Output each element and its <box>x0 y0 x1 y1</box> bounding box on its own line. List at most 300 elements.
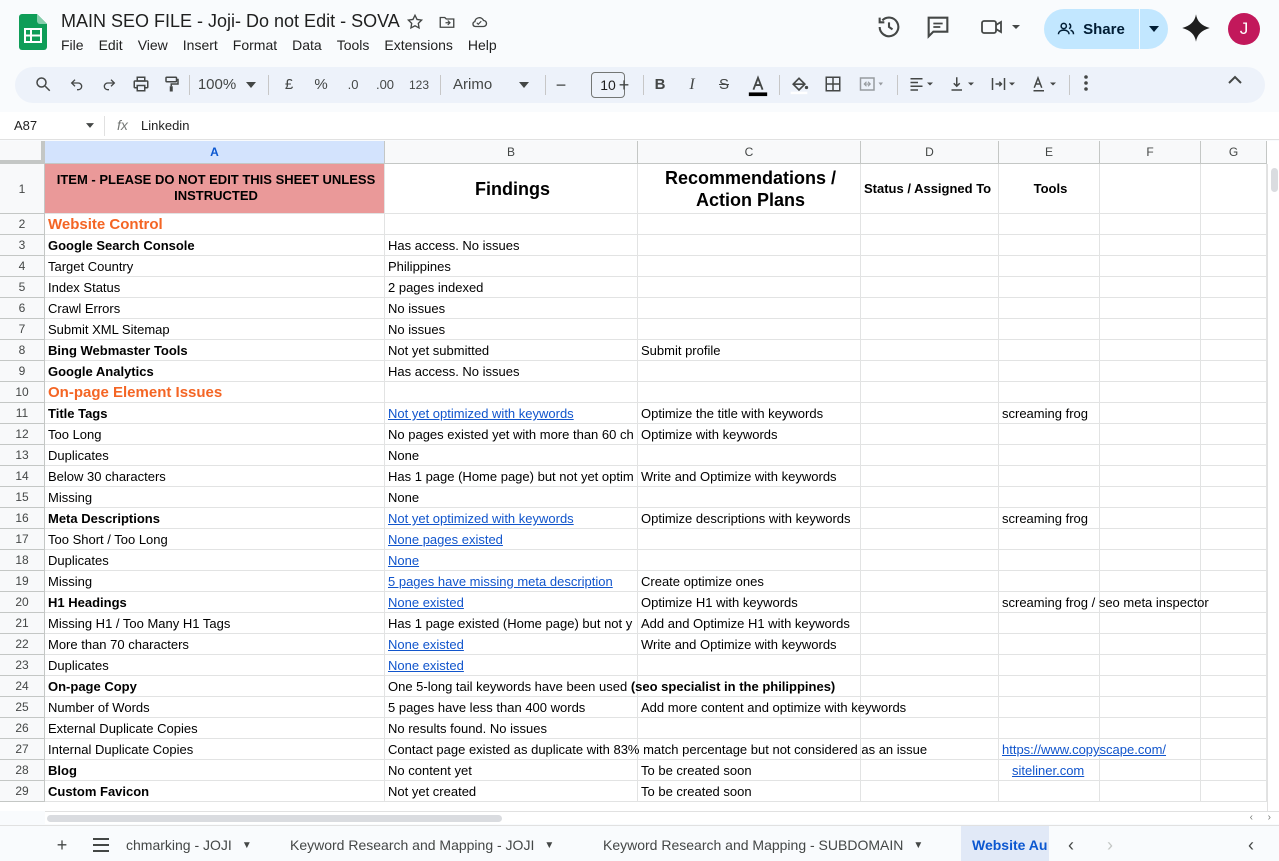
item-cell[interactable] <box>45 613 385 634</box>
findings-cell[interactable] <box>385 676 836 697</box>
row-header[interactable]: 15 <box>0 487 45 508</box>
column-header-c[interactable]: C <box>638 141 861 164</box>
empty-cell[interactable] <box>1201 235 1267 256</box>
empty-cell[interactable] <box>1201 718 1267 739</box>
recommendation-cell[interactable] <box>638 445 861 466</box>
status-cell[interactable] <box>861 382 999 403</box>
row-header[interactable]: 1 <box>0 164 45 214</box>
undo-icon[interactable] <box>65 74 89 96</box>
currency-format-button[interactable]: £ <box>284 76 294 93</box>
document-title[interactable]: MAIN SEO FILE - Joji- Do not Edit - SOVA <box>61 11 400 31</box>
recommendation-cell[interactable] <box>638 256 861 277</box>
redo-icon[interactable] <box>97 74 121 96</box>
empty-cell[interactable] <box>1100 214 1201 235</box>
column-header-g[interactable]: G <box>1201 141 1267 164</box>
tools-cell[interactable] <box>999 235 1100 256</box>
empty-cell[interactable] <box>1100 760 1201 781</box>
status-cell[interactable] <box>861 466 999 487</box>
all-sheets-icon[interactable] <box>91 835 111 855</box>
findings-cell[interactable] <box>385 319 638 340</box>
findings-cell[interactable] <box>385 256 638 277</box>
merge-cells-icon[interactable] <box>853 74 889 96</box>
empty-cell[interactable] <box>1201 529 1267 550</box>
empty-cell[interactable] <box>1201 466 1267 487</box>
empty-cell[interactable] <box>1100 655 1201 676</box>
recommendation-cell[interactable] <box>638 487 861 508</box>
tools-cell[interactable] <box>999 760 1100 781</box>
tools-cell[interactable] <box>999 256 1100 277</box>
recommendation-cell[interactable] <box>638 655 861 676</box>
item-cell[interactable] <box>45 697 385 718</box>
findings-cell[interactable] <box>385 634 638 655</box>
empty-cell[interactable] <box>1100 403 1201 424</box>
column-header-e[interactable]: E <box>999 141 1100 164</box>
menu-data[interactable]: Data <box>292 37 322 53</box>
item-cell[interactable] <box>45 676 385 697</box>
recommendation-cell[interactable] <box>638 781 861 802</box>
empty-cell[interactable] <box>1201 277 1267 298</box>
status-cell[interactable] <box>861 529 999 550</box>
row-header[interactable]: 3 <box>0 235 45 256</box>
row-header[interactable]: 23 <box>0 655 45 676</box>
tools-cell[interactable] <box>999 592 1209 613</box>
gemini-spark-icon[interactable] <box>1181 13 1211 43</box>
tab-caret-icon[interactable]: ▼ <box>241 840 252 852</box>
percent-format-button[interactable]: % <box>314 76 328 93</box>
status-cell[interactable] <box>861 361 999 382</box>
tools-cell[interactable] <box>999 445 1100 466</box>
tools-cell[interactable] <box>999 361 1100 382</box>
empty-cell[interactable] <box>1100 319 1201 340</box>
item-cell[interactable] <box>45 760 385 781</box>
text-wrapping-icon[interactable] <box>985 74 1021 96</box>
menu-tools[interactable]: Tools <box>336 37 370 53</box>
empty-cell[interactable] <box>1201 424 1267 445</box>
row-header[interactable]: 19 <box>0 571 45 592</box>
column-header-a[interactable]: A <box>45 141 385 164</box>
empty-cell[interactable] <box>1201 781 1267 802</box>
findings-cell[interactable] <box>385 403 638 424</box>
findings-cell[interactable] <box>385 277 638 298</box>
sheet-tab[interactable] <box>290 826 590 861</box>
tools-cell[interactable] <box>999 319 1100 340</box>
recommendation-cell[interactable] <box>638 529 861 550</box>
empty-cell[interactable] <box>1201 676 1267 697</box>
formula-input[interactable]: Linkedin <box>141 118 190 133</box>
empty-cell[interactable] <box>1201 445 1267 466</box>
row-header[interactable]: 22 <box>0 634 45 655</box>
menu-edit[interactable]: Edit <box>98 37 123 53</box>
empty-cell[interactable] <box>1201 487 1267 508</box>
findings-cell[interactable] <box>385 529 638 550</box>
share-dropdown-button[interactable] <box>1140 9 1168 49</box>
fill-color-icon[interactable] <box>787 74 811 96</box>
scroll-tabs-right-icon[interactable]: › <box>1107 835 1113 855</box>
font-family-select[interactable]: Arimo <box>453 76 493 93</box>
empty-cell[interactable] <box>1100 676 1201 697</box>
status-cell[interactable] <box>861 214 999 235</box>
row-header[interactable]: 21 <box>0 613 45 634</box>
status-cell[interactable] <box>861 676 999 697</box>
recommendation-cell[interactable] <box>638 298 861 319</box>
borders-icon[interactable] <box>821 74 845 96</box>
sheet-tab[interactable] <box>603 826 953 861</box>
empty-cell[interactable] <box>1201 592 1267 613</box>
empty-cell[interactable] <box>1201 634 1267 655</box>
status-cell[interactable] <box>861 760 999 781</box>
row-header[interactable]: 6 <box>0 298 45 319</box>
move-folder-icon[interactable] <box>437 13 457 33</box>
empty-cell[interactable] <box>1100 571 1201 592</box>
meet-video-icon[interactable] <box>980 13 1024 43</box>
row-header[interactable]: 27 <box>0 739 45 760</box>
tools-cell[interactable] <box>999 676 1100 697</box>
empty-cell[interactable] <box>1201 550 1267 571</box>
status-cell[interactable] <box>861 403 999 424</box>
menu-extensions[interactable]: Extensions <box>384 37 453 53</box>
tools-cell[interactable] <box>999 487 1100 508</box>
row-header[interactable]: 16 <box>0 508 45 529</box>
sheets-logo-icon[interactable] <box>19 14 47 50</box>
empty-cell[interactable] <box>1100 466 1201 487</box>
item-cell[interactable] <box>45 634 385 655</box>
search-menus-icon[interactable] <box>31 74 55 96</box>
item-cell[interactable] <box>45 256 385 277</box>
tools-cell[interactable] <box>999 550 1100 571</box>
empty-cell[interactable] <box>1201 697 1267 718</box>
status-cell[interactable] <box>861 298 999 319</box>
recommendation-cell[interactable] <box>638 571 861 592</box>
strikethrough-icon[interactable]: S <box>718 76 729 93</box>
findings-cell[interactable] <box>385 697 638 718</box>
paint-format-icon[interactable] <box>160 74 184 96</box>
row-header[interactable]: 5 <box>0 277 45 298</box>
decrease-font-size-icon[interactable]: − <box>555 75 567 95</box>
tools-cell[interactable] <box>999 655 1100 676</box>
comments-icon[interactable] <box>924 13 954 43</box>
tools-cell[interactable] <box>999 466 1100 487</box>
status-cell[interactable] <box>861 340 999 361</box>
font-caret-icon[interactable] <box>518 74 530 96</box>
vertical-scrollbar[interactable] <box>1267 164 1279 812</box>
version-history-icon[interactable] <box>875 13 905 43</box>
tools-cell[interactable] <box>999 403 1100 424</box>
recommendation-cell[interactable] <box>638 550 861 571</box>
findings-cell[interactable] <box>385 382 638 403</box>
status-cell[interactable] <box>861 424 999 445</box>
row-header[interactable]: 12 <box>0 424 45 445</box>
tools-cell[interactable] <box>999 298 1100 319</box>
row-header[interactable]: 29 <box>0 781 45 802</box>
recommendation-cell[interactable] <box>638 718 861 739</box>
item-cell[interactable] <box>45 382 385 403</box>
recommendation-cell[interactable] <box>638 214 861 235</box>
findings-cell[interactable] <box>385 235 638 256</box>
item-header-cell[interactable] <box>45 164 385 214</box>
empty-cell[interactable] <box>1201 361 1267 382</box>
increase-font-size-icon[interactable]: + <box>618 75 630 95</box>
more-options-icon[interactable] <box>1078 74 1094 96</box>
item-cell[interactable] <box>45 214 385 235</box>
findings-cell[interactable] <box>385 571 638 592</box>
empty-cell[interactable] <box>1100 697 1201 718</box>
row-header[interactable]: 20 <box>0 592 45 613</box>
empty-cell[interactable] <box>1100 613 1201 634</box>
tools-cell[interactable] <box>999 697 1100 718</box>
empty-cell[interactable] <box>1201 613 1267 634</box>
recommendation-cell[interactable] <box>638 508 861 529</box>
tools-cell[interactable] <box>999 529 1100 550</box>
empty-cell[interactable] <box>1100 634 1201 655</box>
status-cell[interactable] <box>861 655 999 676</box>
empty-cell[interactable] <box>1100 164 1201 214</box>
status-header-cell[interactable] <box>861 164 999 214</box>
tools-cell[interactable] <box>999 613 1100 634</box>
status-cell[interactable] <box>861 571 999 592</box>
item-cell[interactable] <box>45 592 385 613</box>
item-cell[interactable] <box>45 319 385 340</box>
horizontal-align-icon[interactable] <box>903 74 939 96</box>
row-header[interactable]: 24 <box>0 676 45 697</box>
recommendation-cell[interactable] <box>638 361 861 382</box>
findings-cell[interactable] <box>385 781 638 802</box>
findings-cell[interactable] <box>385 592 638 613</box>
row-header[interactable]: 4 <box>0 256 45 277</box>
vertical-align-icon[interactable] <box>944 74 980 96</box>
scroll-left-arrow-icon[interactable]: ‹ <box>1249 812 1253 823</box>
findings-cell[interactable] <box>385 424 638 445</box>
collapse-menus-icon[interactable] <box>1225 74 1245 96</box>
findings-cell[interactable] <box>385 760 638 781</box>
cloud-status-icon[interactable] <box>469 13 489 33</box>
empty-cell[interactable] <box>1100 424 1201 445</box>
findings-header-cell[interactable] <box>385 164 638 214</box>
vertical-scroll-thumb[interactable] <box>1271 168 1278 192</box>
empty-cell[interactable] <box>1201 164 1267 214</box>
row-header[interactable]: 8 <box>0 340 45 361</box>
item-cell[interactable] <box>45 445 385 466</box>
status-cell[interactable] <box>861 613 999 634</box>
recommendation-cell[interactable] <box>638 277 861 298</box>
row-header[interactable]: 11 <box>0 403 45 424</box>
tools-cell[interactable] <box>999 571 1100 592</box>
empty-cell[interactable] <box>1201 739 1267 760</box>
item-cell[interactable] <box>45 718 385 739</box>
findings-cell[interactable] <box>385 466 638 487</box>
tools-cell[interactable] <box>999 781 1100 802</box>
item-cell[interactable] <box>45 508 385 529</box>
status-cell[interactable] <box>861 781 999 802</box>
bold-icon[interactable]: B <box>654 76 666 93</box>
empty-cell[interactable] <box>1201 382 1267 403</box>
empty-cell[interactable] <box>1201 214 1267 235</box>
row-header[interactable]: 28 <box>0 760 45 781</box>
empty-cell[interactable] <box>1100 445 1201 466</box>
add-sheet-icon[interactable]: + <box>56 835 68 855</box>
empty-cell[interactable] <box>1100 382 1201 403</box>
recommendation-cell[interactable] <box>638 403 861 424</box>
tools-cell[interactable] <box>999 508 1100 529</box>
print-icon[interactable] <box>129 74 153 96</box>
scroll-tabs-left-icon[interactable]: ‹ <box>1068 835 1074 855</box>
empty-cell[interactable] <box>1201 340 1267 361</box>
menu-format[interactable]: Format <box>232 37 278 53</box>
row-header[interactable]: 18 <box>0 550 45 571</box>
row-header[interactable]: 10 <box>0 382 45 403</box>
recommendation-cell[interactable] <box>638 592 861 613</box>
recommendation-cell[interactable] <box>638 319 861 340</box>
tools-cell[interactable] <box>999 382 1100 403</box>
share-button[interactable] <box>1044 9 1138 49</box>
zoom-caret-icon[interactable] <box>245 74 257 96</box>
findings-cell[interactable] <box>385 487 638 508</box>
empty-cell[interactable] <box>1100 256 1201 277</box>
account-avatar[interactable]: J <box>1228 13 1260 45</box>
name-box-caret-icon[interactable] <box>86 123 94 128</box>
recommendation-cell[interactable] <box>638 760 861 781</box>
menu-help[interactable]: Help <box>467 37 497 53</box>
recommendation-cell[interactable] <box>638 340 861 361</box>
findings-cell[interactable] <box>385 340 638 361</box>
tools-cell[interactable] <box>999 214 1100 235</box>
findings-cell[interactable] <box>385 298 638 319</box>
empty-cell[interactable] <box>1100 340 1201 361</box>
column-header-d[interactable]: D <box>861 141 999 164</box>
status-cell[interactable] <box>861 550 999 571</box>
recommendation-cell[interactable] <box>638 382 861 403</box>
empty-cell[interactable] <box>1100 298 1201 319</box>
item-cell[interactable] <box>45 571 385 592</box>
recommendation-cell[interactable] <box>638 424 861 445</box>
tools-cell[interactable] <box>999 739 1167 760</box>
findings-cell[interactable] <box>385 214 638 235</box>
recommendation-cell[interactable] <box>638 634 861 655</box>
zoom-select[interactable]: 100% <box>197 76 237 93</box>
item-cell[interactable] <box>45 529 385 550</box>
status-cell[interactable] <box>861 256 999 277</box>
empty-cell[interactable] <box>1201 256 1267 277</box>
empty-cell[interactable] <box>1201 403 1267 424</box>
tools-cell[interactable] <box>999 424 1100 445</box>
item-cell[interactable] <box>45 235 385 256</box>
row-header[interactable]: 14 <box>0 466 45 487</box>
tools-cell[interactable] <box>999 340 1100 361</box>
row-header[interactable]: 9 <box>0 361 45 382</box>
name-box[interactable]: A87 <box>14 118 38 133</box>
row-header[interactable]: 13 <box>0 445 45 466</box>
empty-cell[interactable] <box>1201 655 1267 676</box>
empty-cell[interactable] <box>1201 508 1267 529</box>
horizontal-scroll-thumb[interactable] <box>47 815 502 822</box>
menu-view[interactable]: View <box>137 37 168 53</box>
findings-cell[interactable] <box>385 445 638 466</box>
select-all-corner[interactable] <box>0 141 45 164</box>
item-cell[interactable] <box>45 487 385 508</box>
empty-cell[interactable] <box>1201 319 1267 340</box>
more-formats-button[interactable]: 123 <box>408 78 430 92</box>
decrease-decimal-button[interactable]: .0 <box>347 77 359 92</box>
status-cell[interactable] <box>861 277 999 298</box>
menu-file[interactable]: File <box>61 37 84 53</box>
empty-cell[interactable] <box>1201 298 1267 319</box>
tab-caret-icon[interactable]: ▼ <box>913 840 924 852</box>
italic-icon[interactable]: I <box>689 76 695 93</box>
item-cell[interactable] <box>45 655 385 676</box>
findings-cell[interactable] <box>385 550 638 571</box>
row-header[interactable]: 2 <box>0 214 45 235</box>
tools-header-cell[interactable] <box>999 164 1100 214</box>
text-color-icon[interactable] <box>746 74 770 96</box>
sheet-tab-active[interactable] <box>961 826 1049 861</box>
item-cell[interactable] <box>45 550 385 571</box>
item-cell[interactable] <box>45 361 385 382</box>
sheet-tab[interactable] <box>126 826 276 861</box>
recommendation-cell[interactable] <box>638 697 907 718</box>
spreadsheet-grid[interactable] <box>0 141 1279 811</box>
empty-cell[interactable] <box>1201 571 1267 592</box>
empty-cell[interactable] <box>1100 361 1201 382</box>
menu-insert[interactable]: Insert <box>182 37 218 53</box>
row-header[interactable]: 7 <box>0 319 45 340</box>
scroll-right-arrow-icon[interactable]: › <box>1267 812 1271 823</box>
recommendation-cell[interactable] <box>638 613 861 634</box>
recommendations-header-cell[interactable] <box>638 164 861 214</box>
recommendation-cell[interactable] <box>638 235 861 256</box>
row-header[interactable]: 26 <box>0 718 45 739</box>
empty-cell[interactable] <box>1100 235 1201 256</box>
status-cell[interactable] <box>861 445 999 466</box>
status-cell[interactable] <box>861 319 999 340</box>
findings-cell[interactable] <box>385 718 638 739</box>
status-cell[interactable] <box>861 634 999 655</box>
empty-cell[interactable] <box>1201 760 1267 781</box>
star-icon[interactable] <box>405 13 425 33</box>
findings-cell[interactable] <box>385 739 928 760</box>
empty-cell[interactable] <box>1100 718 1201 739</box>
font-size-input[interactable]: 10 <box>591 72 625 98</box>
empty-cell[interactable] <box>1100 508 1201 529</box>
status-cell[interactable] <box>861 718 999 739</box>
column-header-f[interactable]: F <box>1100 141 1201 164</box>
recommendation-cell[interactable] <box>638 466 861 487</box>
item-cell[interactable] <box>45 340 385 361</box>
item-cell[interactable] <box>45 739 385 760</box>
row-header[interactable]: 25 <box>0 697 45 718</box>
status-cell[interactable] <box>861 592 999 613</box>
tools-cell[interactable] <box>999 718 1100 739</box>
item-cell[interactable] <box>45 781 385 802</box>
collapse-sidepanel-icon[interactable]: ‹ <box>1248 835 1254 855</box>
increase-decimal-button[interactable]: .00 <box>375 77 395 92</box>
findings-cell[interactable] <box>385 613 638 634</box>
horizontal-scrollbar[interactable] <box>45 811 1279 824</box>
findings-cell[interactable] <box>385 508 638 529</box>
item-cell[interactable] <box>45 424 385 445</box>
item-cell[interactable] <box>45 298 385 319</box>
empty-cell[interactable] <box>1100 781 1201 802</box>
item-cell[interactable] <box>45 466 385 487</box>
item-cell[interactable] <box>45 403 385 424</box>
findings-cell[interactable] <box>385 361 638 382</box>
tools-cell[interactable] <box>999 277 1100 298</box>
row-header[interactable]: 17 <box>0 529 45 550</box>
tab-caret-icon[interactable]: ▼ <box>544 840 555 852</box>
item-cell[interactable] <box>45 277 385 298</box>
column-header-b[interactable]: B <box>385 141 638 164</box>
status-cell[interactable] <box>861 487 999 508</box>
findings-cell[interactable] <box>385 655 638 676</box>
status-cell[interactable] <box>861 235 999 256</box>
